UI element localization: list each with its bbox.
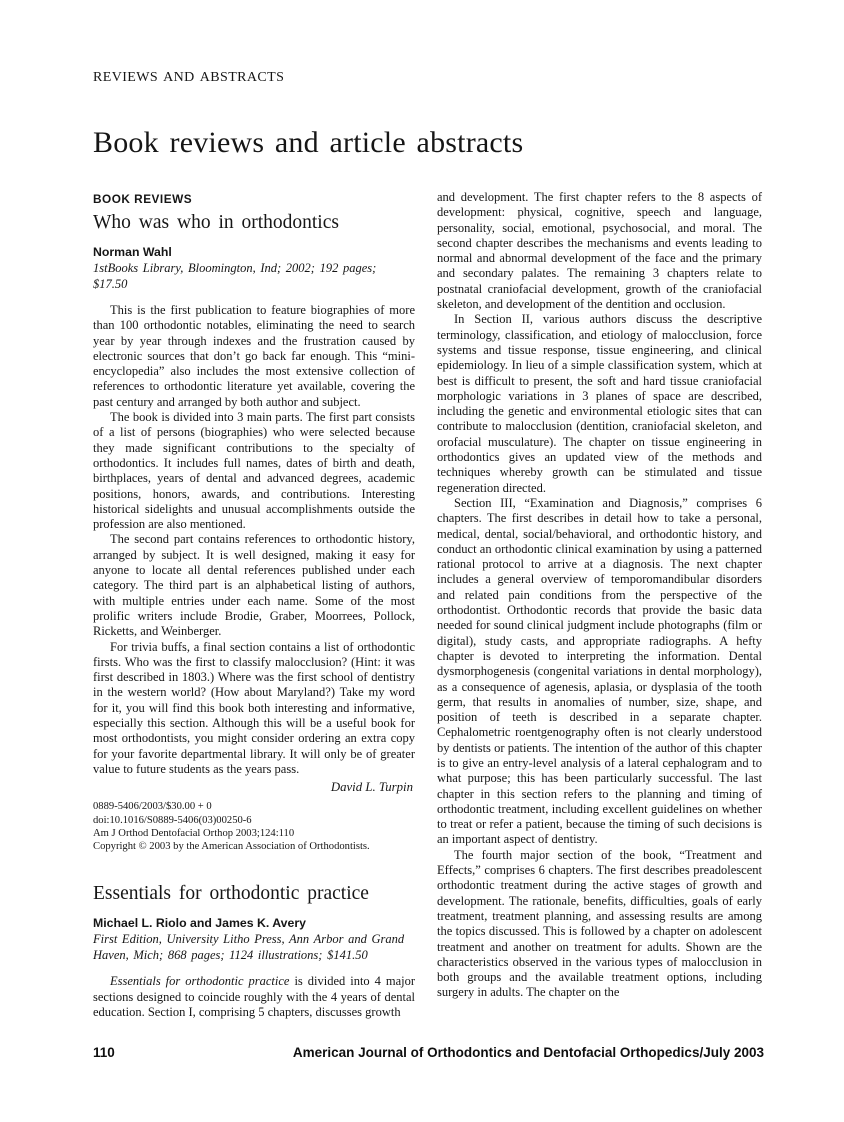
right-paragraph-1: and development. The first chapter refers to the 8 aspects of development: physical, cognitive, speech and language, personality, social, emotional, psychosocial, and moral. The second chapter describes the mechanisms and events leading to normal and abnormal development of the face and the primary and secondary palates. The remaining 3 chapters relate to postnatal craniofacial development, growth of the craniofacial skeleton, and development of the dentition and occlusion. <box>437 190 762 312</box>
footnote-citation: Am J Orthod Dentofacial Orthop 2003;124:110 <box>93 827 295 839</box>
left-column <box>93 190 415 1020</box>
section-label-book-reviews: BOOK REVIEWS <box>93 192 193 206</box>
reviewer-signature: David L. Turpin <box>330 780 413 795</box>
review1-pub-info: 1stBooks Library, Bloomington, Ind; 2002; 192 pages; $17.50 <box>93 261 377 291</box>
review2-pub-info: First Edition, University Litho Press, Ann Arbor and Grand Haven, Mich; 868 pages; 1124 illustrations; $141.50 <box>93 932 405 962</box>
footnote-price-code: 0889-5406/2003/$30.00 + 0 <box>93 801 212 813</box>
running-head: REVIEWS AND ABSTRACTS <box>93 70 285 85</box>
right-column <box>437 190 762 1020</box>
page-footer <box>93 1045 764 1060</box>
footnote-doi: doi:10.1016/S0889-5406(03)00250-6 <box>93 814 252 826</box>
article-footnotes <box>93 800 415 853</box>
review1-paragraph-3: The second part contains references to orthodontic history, arranged by subject. It is well designed, making it easy for anyone to locate all dental references published under each category. The third part is an alphabetical listing of authors, with multiple entries under each name. Some of the most prolific writers include Brodie, Graber, Moorrees, Pollock, Ricketts, and Weinberger. <box>93 532 415 639</box>
right-paragraph-3: Section III, “Examination and Diagnosis,” comprises 6 chapters. The first describes in detail how to take a personal, medical, dental, social/behavioral, and orthodontic history, and conduct an orthodontic clinical examination by using a patterned rational protocol to arrive at a diagnosis. The next chapter includes a general overview of temporomandibular disorders and related pain conditions from the perspective of the orthodontist. Orthodontic records that provide the basic data needed for sound clinical judgment include photographs (film or digital), study casts, and appropriate radiographs. A hefty chapter is devoted to interpreting the information. Dental dysmorphogenesis (congenital variations in dental morphology), as a consequence of agenesis, aplasia, or dysplasia of the tooth germ, that results in anomalies of number, size, shape, and position of teeth is described in a separate chapter. Cephalometric roentgenography often is not clearly understood by dentists or patients. The intention of the author of this chapter is to give an entry-level analysis of a lateral cephalogram and to what purpose; this has been particularly successful. The last chapter in this section refers to the planning and timing of orthodontic treatment, including excellent guidelines on whether to treat or refer a patient, because the timing of such decisions is an important aspect of dentistry. <box>437 495 762 847</box>
review2-paragraph-1 <box>93 974 415 1020</box>
review1-author: Norman Wahl <box>93 245 172 259</box>
review2-title: Essentials for orthodontic practice <box>93 883 369 905</box>
page-title: Book reviews and article abstracts <box>93 126 524 159</box>
right-paragraph-2: In Section II, various authors discuss the descriptive terminology, classification, and etiology of malocclusion, force systems and tissue response, tissue engineering, and clinical epidemiology. In lieu of a simple classification system, which at best is difficult to present, the soft and hard tissue craniofacial morphologic variations in 3 planes of space are described, including the genetic and environmental etiologic sites that can contribute to malocclusion (dentition, craniofacial skeleton, and orofacial musculature). The chapter on tissue engineering in orthodontics gives an updated view of the methods and techniques whereby growth can be stimulated and tissue regeneration directed. <box>437 312 762 495</box>
two-column-layout <box>93 190 762 1020</box>
journal-name: American Journal of Orthodontics and Dentofacial Orthopedics/July 2003 <box>292 1045 764 1060</box>
review1-paragraph-2: The book is divided into 3 main parts. The first part consists of a list of persons (biographies) who were selected because they made significant contributions to the specialty of orthodontics. It includes full names, dates of birth and death, birthplaces, years of dental and advanced degrees, academic positions, honors, awards, and contributions. Interesting historical sidelights and unusual accomplishments outside the profession are also mentioned. <box>93 410 415 532</box>
review1-paragraph-4: For trivia buffs, a final section contains a list of orthodontic firsts. Who was the first to classify malocclusion? (Hint: it was first described in 1803.) Where was the first school of dentistry in the western world? (How about Maryland?) Take my word for it, you will find this book both interesting and informative, especially this section. Although this will be a useful book for most orthodontists, you might consider ordering an extra copy for your favorite departmental library. It will only be of greater value to future students as the years pass. <box>93 639 415 776</box>
right-paragraph-4: The fourth major section of the book, “Treatment and Effects,” comprises 6 chapters. The first describes preadolescent orthodontic treatment during the active stages of growth and development. The rationale, benefits, difficulties, goals of early treatment, treatment planning, and assessing results are among the topics discussed. This is followed by a chapter on adolescent treatment and another on treatment for adults. Shown are the characteristics observed in the various types of malocclusion in both groups and the available treatment options, including surgery in adults. The chapter on the <box>437 847 762 1000</box>
review2-author: Michael L. Riolo and James K. Avery <box>93 916 306 931</box>
page-number: 110 <box>93 1045 115 1060</box>
book-title-italic: Essentials for orthodontic practice <box>110 974 290 989</box>
review1-paragraph-1: This is the first publication to feature biographies of more than 100 orthodontic notables, eliminating the need to search year by year through indexes and the frustration caused by electronic sources that don’t go back far enough. This “mini-encyclopedia” also includes the most extensive collection of references to orthodontic literature yet available, covering the past century and arranged by both author and subject. <box>93 303 415 409</box>
review2-paragraph-1-text: is divided into 4 major sections designed to coincide roughly with the 4 years of dental education. Section I, comprising 5 chapters, discusses growth <box>93 974 416 1019</box>
review1-title: Who was who in orthodontics <box>93 212 339 233</box>
footnote-copyright: Copyright © 2003 by the American Association of Orthodontists. <box>93 841 370 853</box>
